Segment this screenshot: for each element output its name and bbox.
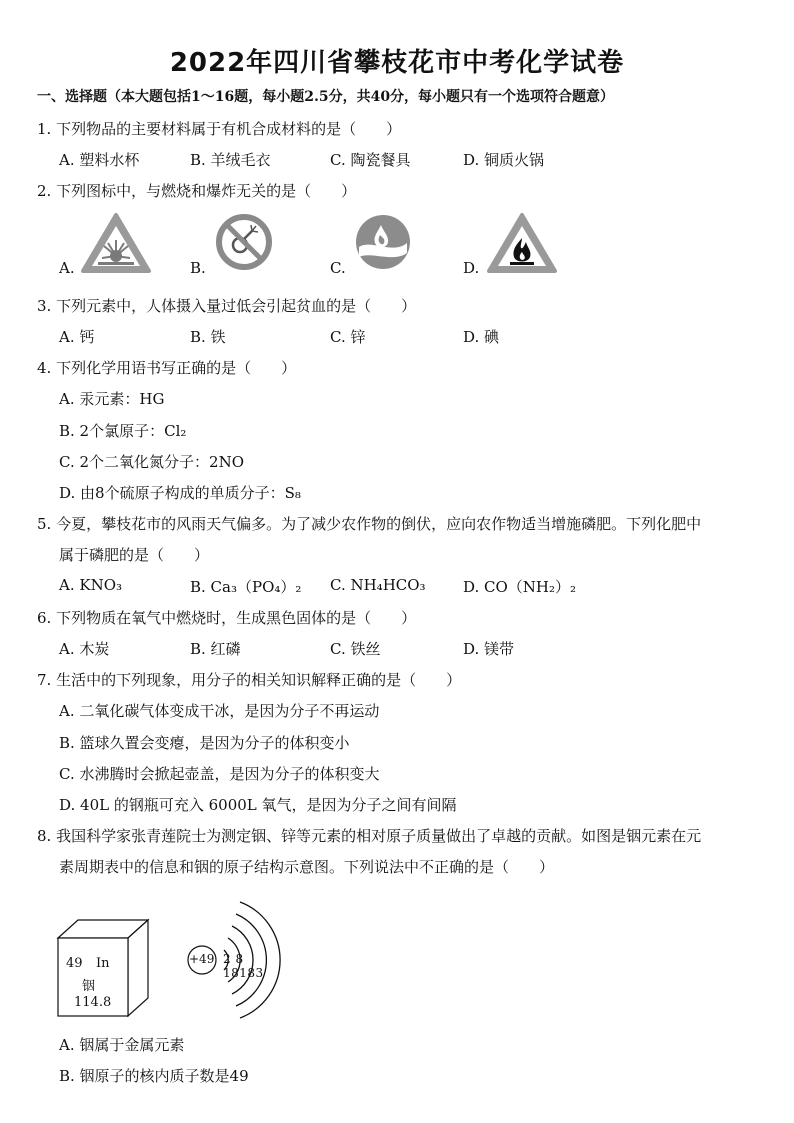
question-2-stem: 2. 下列图标中，与燃烧和爆炸无关的是（ ） [37,182,357,200]
question-5-stem: 5. 今夏，攀枝花市的风雨天气偏多。为了减少农作物的倒伏，应向农作物适当增施磷肥。下列化肥中 [37,515,702,533]
indium-atom-structure-diagram [186,896,286,1030]
q3-option-c: C. 锌 [330,328,366,346]
question-7-stem: 7. 生活中的下列现象，用分子的相关知识解释正确的是（ ） [37,671,462,689]
q4-option-d: D. 由8个硫原子构成的单质分子：S₈ [59,484,301,502]
indium-atomic-mass: 114.8 [74,995,112,1010]
q7-option-b: B. 篮球久置会变瘪，是因为分子的体积变小 [59,734,350,752]
q7-option-d: D. 40L 的钢瓶可充入 6000L 氧气，是因为分子之间有间隔 [59,796,457,814]
page-title: 2022年四川省攀枝花市中考化学试卷 [169,48,625,78]
q8-option-a: A. 铟属于金属元素 [59,1036,185,1054]
question-5-stem-cont: 属于磷肥的是（ ） [59,546,210,564]
q2-option-d: D. [463,259,480,277]
q1-option-d: D. 铜质火锅 [463,151,545,169]
q8-option-b: B. 铟原子的核内质子数是49 [59,1067,249,1085]
q6-option-a: A. 木炭 [59,640,110,658]
q3-option-b: B. 铁 [190,328,226,346]
indium-element-card [56,918,152,1022]
q4-option-c: C. 2个二氧化氮分子：2NO [59,453,244,471]
q2-option-a: A. [59,259,75,277]
q3-option-a: A. 钙 [59,328,95,346]
indium-atomic-number: 49 [66,956,83,971]
q1-option-b: B. 羊绒毛衣 [190,151,271,169]
q7-option-c: C. 水沸腾时会掀起壶盖，是因为分子的体积变大 [59,765,380,783]
q1-option-a: A. 塑料水杯 [59,151,140,169]
q4-option-b: B. 2个氯原子：Cl₂ [59,422,187,440]
q1-option-c: C. 陶瓷餐具 [330,151,411,169]
explosive-warning-icon [80,212,152,278]
q5-option-b: B. Ca₃（PO₄）₂ [190,578,302,596]
q5-option-d: D. CO（NH₂）₂ [463,578,577,596]
nucleus-charge: +49 [189,952,215,966]
indium-symbol: In [96,956,110,971]
q5-option-c: C. NH₄HCO₃ [330,576,426,594]
water-saving-icon [353,213,413,275]
question-8-stem: 8. 我国科学家张青莲院士为测定铟、锌等元素的相对原子质量做出了卓越的贡献。如图是铟元素在元 [37,827,702,845]
q5-option-a: A. KNO₃ [59,576,123,594]
q2-option-c: C. [330,259,346,277]
q6-option-b: B. 红磷 [190,640,241,658]
question-4-stem: 4. 下列化学用语书写正确的是（ ） [37,359,297,377]
q3-option-d: D. 碘 [463,328,500,346]
q6-option-c: C. 铁丝 [330,640,381,658]
question-1-stem: 1. 下列物品的主要材料属于有机合成材料的是（ ） [37,120,402,138]
question-3-stem: 3. 下列元素中，人体摄入量过低会引起贫血的是（ ） [37,297,417,315]
q4-option-a: A. 汞元素：HG [59,390,165,408]
q6-option-d: D. 镁带 [463,640,515,658]
question-8-stem-cont: 素周期表中的信息和铟的原子结构示意图。下列说法中不正确的是（ ） [59,858,555,876]
q2-option-b: B. [190,259,206,277]
indium-name: 铟 [82,979,96,994]
no-fireworks-icon [214,213,274,275]
q7-option-a: A. 二氧化碳气体变成干冰，是因为分子不再运动 [59,702,380,720]
electron-shells: 2 8 18183 [223,952,264,980]
question-6-stem: 6. 下列物质在氧气中燃烧时，生成黑色固体的是（ ） [37,609,417,627]
flammable-warning-icon [486,212,558,278]
section-heading: 一、选择题（本大题包括1～16题，每小题2.5分，共40分，每小题只有一个选项符合题意） [37,89,615,105]
